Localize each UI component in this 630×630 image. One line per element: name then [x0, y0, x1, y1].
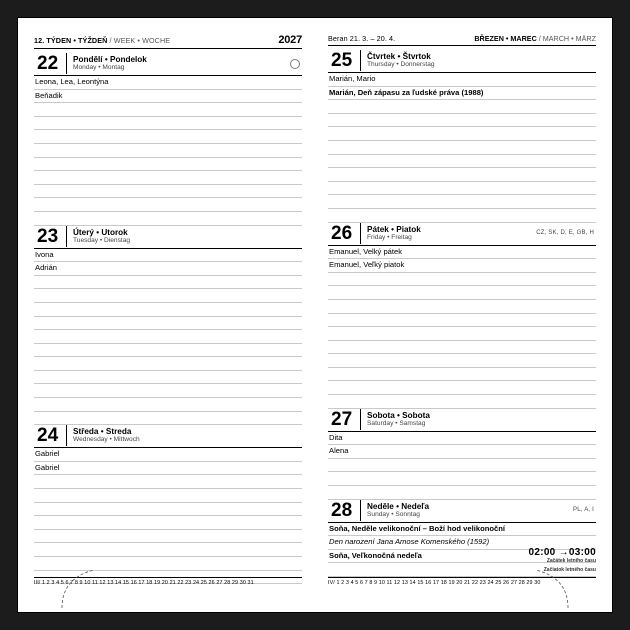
page-corner-left: [60, 568, 102, 610]
day-number: 22: [34, 53, 67, 74]
dst-note-sk: Začiatok letného času: [543, 566, 596, 573]
writing-line[interactable]: [328, 368, 596, 382]
writing-line[interactable]: [328, 381, 596, 395]
name-day-entry: Marián, Mario: [328, 73, 596, 87]
writing-line[interactable]: [328, 209, 596, 223]
day-names: [361, 223, 536, 242]
name-day-entry: Adrián: [34, 262, 302, 276]
page-gutter: [315, 34, 316, 596]
day-name-primary: Neděle • Nedeľa: [367, 501, 429, 511]
day-header: [328, 409, 596, 432]
day-number: 26: [328, 223, 361, 244]
name-day-entry: Gabriel: [34, 462, 302, 476]
writing-line[interactable]: [328, 486, 596, 500]
day-name-primary: Čtvrtek • Štvrtok: [367, 52, 431, 61]
writing-line[interactable]: [328, 314, 596, 328]
writing-line[interactable]: [328, 300, 596, 314]
writing-line[interactable]: [328, 141, 596, 155]
day-block-22: [34, 53, 302, 226]
day-block-27: [328, 409, 596, 500]
name-day-entry: Alena: [328, 445, 596, 459]
day-number: 28: [328, 500, 361, 521]
writing-line[interactable]: [34, 130, 302, 144]
day-names: [67, 226, 302, 245]
day-name-primary: Sobota • Sobota: [367, 410, 430, 420]
day-number: 27: [328, 409, 361, 430]
writing-line[interactable]: [328, 114, 596, 128]
day-name-primary: Pondělí • Pondelok: [73, 55, 147, 64]
day-names: [361, 50, 596, 69]
day-block-24: [34, 425, 302, 584]
writing-line[interactable]: [34, 489, 302, 503]
page-corner-right: [528, 568, 570, 610]
writing-line[interactable]: [34, 530, 302, 544]
right-page: [328, 34, 596, 596]
writing-line[interactable]: [34, 117, 302, 131]
writing-line[interactable]: [34, 503, 302, 517]
month-label-primary: BŘEZEN • MAREC: [474, 34, 537, 43]
holiday-entry: Soňa, Neděle velikonoční – Boží hod velikonoční: [328, 523, 596, 537]
day-name-secondary: Friday • Freitag: [367, 233, 412, 241]
zodiac-label: Beran 21. 3. – 20. 4.: [328, 34, 396, 43]
day-name-primary: Úterý • Utorok: [73, 227, 128, 237]
day-name-primary: Pátek • Piatok: [367, 224, 421, 234]
writing-line[interactable]: [34, 158, 302, 172]
writing-line[interactable]: [34, 384, 302, 398]
day-header: [34, 53, 302, 76]
country-codes: CZ, SK, D, E, GB, H: [536, 230, 594, 237]
writing-line[interactable]: [34, 289, 302, 303]
day-names: [67, 53, 290, 72]
moon-icon: [290, 59, 300, 69]
week-label-secondary: / WEEK • WOCHE: [109, 36, 171, 45]
day-name-secondary: Thursday • Donnerstag: [367, 61, 435, 68]
writing-line[interactable]: [34, 171, 302, 185]
writing-line[interactable]: [34, 144, 302, 158]
day-header: [328, 50, 596, 73]
day-number: 24: [34, 425, 67, 446]
writing-line[interactable]: [328, 341, 596, 355]
year-label: 2027: [278, 34, 302, 46]
name-day-entry: Ivona: [34, 249, 302, 263]
left-footer-month-strip: III/ 1 2 3 4 5 6 7 8 9 10 11 12 13 14 15 16 17 18 19 20 21 22 23 24 25 26 27 28 29 30 31: [34, 577, 302, 586]
writing-line[interactable]: [34, 185, 302, 199]
day-name-primary: Středa • Streda: [73, 427, 132, 437]
writing-line[interactable]: [34, 516, 302, 530]
writing-line[interactable]: [328, 327, 596, 341]
name-day-entry: Dita: [328, 432, 596, 446]
day-lines: [34, 249, 302, 426]
day-name-secondary: Tuesday • Dienstag: [73, 236, 131, 244]
dst-note-cs: Začátek letního času: [546, 557, 596, 564]
day-block-23: [34, 226, 302, 426]
writing-line[interactable]: [34, 103, 302, 117]
right-page-header: [328, 34, 596, 46]
day-name-secondary: Sunday • Sonntag: [367, 510, 420, 518]
day-block-25: [328, 50, 596, 223]
day-number: 25: [328, 50, 361, 71]
writing-line[interactable]: [34, 543, 302, 557]
day-header: [34, 226, 302, 249]
holiday-entry: Marián, Deň zápasu za ľudské práva (1988): [328, 87, 596, 101]
writing-line[interactable]: [34, 276, 302, 290]
month-label: [474, 34, 596, 43]
name-day-entry: Beňadik: [34, 90, 302, 104]
dst-time: 02:00 →03:00: [528, 546, 596, 558]
writing-line[interactable]: [34, 317, 302, 331]
day-lines: [34, 76, 302, 226]
month-label-secondary: / MARCH • MÄRZ: [538, 34, 596, 43]
writing-line[interactable]: [34, 303, 302, 317]
day-block-26: [328, 223, 596, 409]
writing-line[interactable]: [34, 398, 302, 412]
writing-line[interactable]: [34, 357, 302, 371]
writing-line[interactable]: [328, 168, 596, 182]
holiday-entry: Soňa, Veľkonočná nedeľa: [329, 550, 422, 560]
writing-line[interactable]: [34, 371, 302, 385]
holiday-entry: Emanuel, Veľký piatok: [328, 259, 596, 273]
day-lines: [34, 448, 302, 584]
day-header: [34, 425, 302, 448]
week-label: [34, 36, 170, 45]
writing-line[interactable]: [328, 354, 596, 368]
day-lines: [328, 246, 596, 409]
anniversary-entry: Den narození Jana Amose Komenského (1592): [328, 536, 596, 550]
name-day-entry: Leona, Lea, Leontýna: [34, 76, 302, 90]
week-label-primary: 12. TÝDEN • TÝŽDEŇ: [34, 36, 108, 45]
diary-spread: [18, 18, 612, 612]
writing-line[interactable]: [328, 459, 596, 473]
day-header: [328, 500, 596, 523]
writing-line[interactable]: [34, 198, 302, 212]
writing-line[interactable]: [328, 286, 596, 300]
writing-line[interactable]: [328, 273, 596, 287]
day-header: [328, 223, 596, 246]
day-name-secondary: Saturday • Samstag: [367, 419, 426, 427]
writing-line[interactable]: [328, 155, 596, 169]
day-block-28: [328, 500, 596, 577]
day-name-secondary: Monday • Montag: [73, 64, 125, 71]
writing-line[interactable]: [34, 330, 302, 344]
writing-line[interactable]: [34, 412, 302, 426]
writing-line[interactable]: [34, 212, 302, 226]
day-lines: [328, 432, 596, 500]
writing-line[interactable]: [328, 182, 596, 196]
writing-line[interactable]: [34, 475, 302, 489]
left-page-header: [34, 34, 302, 49]
day-lines: [328, 73, 596, 223]
holiday-entry-row: [328, 546, 596, 573]
name-day-entry: Gabriel: [34, 448, 302, 462]
day-names: [67, 425, 302, 444]
writing-line[interactable]: [328, 127, 596, 141]
writing-line[interactable]: [328, 100, 596, 114]
writing-line[interactable]: [328, 395, 596, 409]
day-number: 23: [34, 226, 67, 247]
holiday-entry: Emanuel, Velký pátek: [328, 246, 596, 260]
left-page: [34, 34, 302, 596]
writing-line[interactable]: [34, 344, 302, 358]
day-name-secondary: Wednesday • Mittwoch: [73, 436, 140, 444]
day-names: [361, 500, 573, 519]
writing-line[interactable]: [328, 195, 596, 209]
country-codes: PL, A, I: [573, 507, 594, 514]
writing-line[interactable]: [328, 472, 596, 486]
right-footer-month-strip: IV/ 1 2 3 4 5 6 7 8 9 10 11 12 13 14 15 16 17 18 19 20 21 22 23 24 25 26 27 28 29 30: [328, 577, 596, 586]
day-names: [361, 409, 596, 428]
